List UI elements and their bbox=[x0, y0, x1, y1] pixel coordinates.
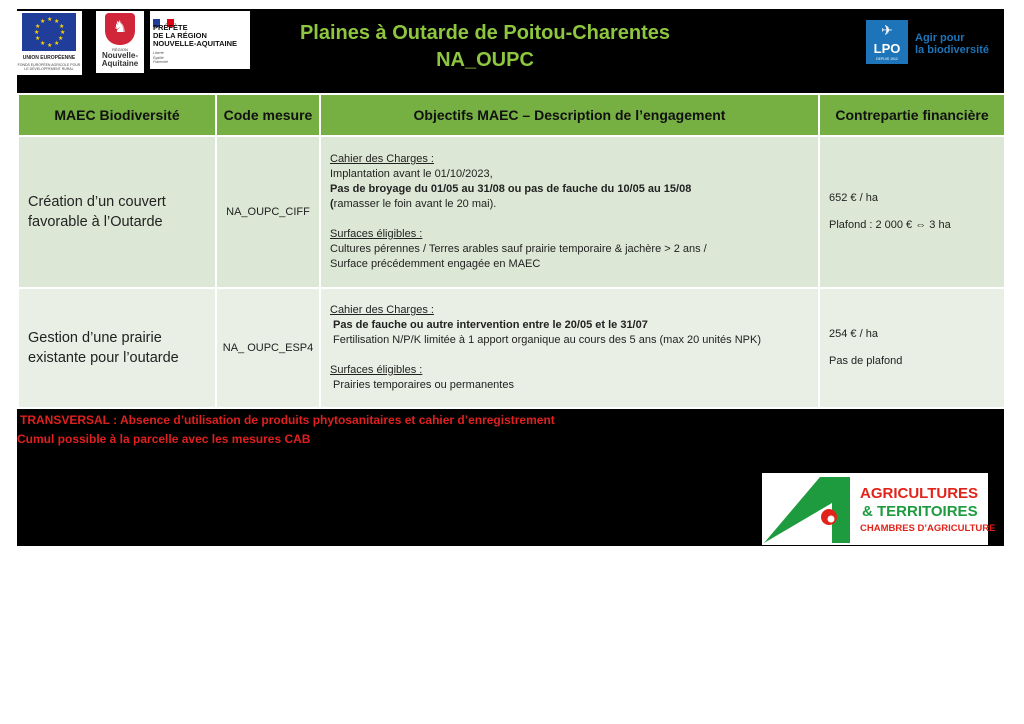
header-contrepartie: Contrepartie financière bbox=[819, 94, 1005, 136]
prefecture-line2: DE LA RÉGION bbox=[153, 31, 207, 40]
header-code: Code mesure bbox=[216, 94, 320, 136]
lpo-acronym: LPO bbox=[873, 41, 901, 56]
surfaces-label: Surfaces éligibles : bbox=[330, 364, 423, 376]
bird-icon: ✈ bbox=[881, 22, 893, 38]
measure-name-cell bbox=[18, 136, 216, 288]
measure-name-line2: favorable à l’Outarde bbox=[28, 214, 163, 230]
title-line2: NA_OUPC bbox=[436, 49, 534, 71]
table-row bbox=[18, 288, 1005, 408]
transversal-note: TRANSVERSAL : Absence d’utilisation de produits phytosanitaires et cahier d’enregistrement bbox=[20, 413, 555, 427]
surfaces-label: Surfaces éligibles : bbox=[330, 228, 423, 240]
financial-cell bbox=[819, 136, 1005, 288]
agriculture-a-icon bbox=[762, 473, 852, 545]
header-objectifs: Objectifs MAEC – Description de l’engagement bbox=[320, 94, 819, 136]
prefecture-line1: PRÉFÈTE bbox=[153, 23, 188, 32]
measures-table bbox=[17, 93, 1006, 409]
measure-name-line1: Création d’un couvert bbox=[28, 194, 166, 210]
lion-icon: ♞ bbox=[112, 19, 128, 36]
amount: 652 € / ha bbox=[829, 192, 878, 204]
charges-label: Cahier des Charges : bbox=[330, 304, 434, 316]
region-logo-small: RÉGION bbox=[112, 47, 128, 52]
measure-code: NA_ OUPC_ESP4 bbox=[216, 288, 320, 408]
desc-line3-paren: ( bbox=[330, 198, 334, 210]
measure-name-line2: existante pour l’outarde bbox=[28, 350, 179, 366]
measure-description bbox=[320, 136, 819, 288]
measure-description bbox=[320, 288, 819, 408]
charges-label: Cahier des Charges : bbox=[330, 153, 434, 165]
motto-fraternite: Fraternité bbox=[153, 60, 168, 64]
transversal-notes bbox=[17, 411, 555, 449]
surfaces-line2: Surface précédemment engagée en MAEC bbox=[330, 258, 541, 270]
surfaces-line1: Prairies temporaires ou permanentes bbox=[333, 379, 514, 391]
region-logo-name: Nouvelle-Aquitaine bbox=[101, 51, 139, 68]
plafond: Plafond : 2 000 € ⇔ 3 ha bbox=[829, 219, 951, 231]
cumul-note: Cumul possible à la parcelle avec les mesures CAB bbox=[17, 432, 311, 446]
plafond: Pas de plafond bbox=[829, 355, 903, 367]
region-logo bbox=[96, 11, 144, 73]
eu-logo bbox=[16, 11, 82, 75]
desc-line2: Pas de broyage du 01/05 au 31/08 ou pas de fauche du 10/05 au 15/08 bbox=[330, 183, 692, 195]
table-row bbox=[18, 136, 1005, 288]
lpo-tagline: DEPUIS 1912 bbox=[876, 57, 898, 61]
french-flag-icon bbox=[153, 14, 174, 22]
measure-name-cell bbox=[18, 288, 216, 408]
ca-line2: & TERRITOIRES bbox=[862, 503, 978, 520]
title-line1: Plaines à Outarde de Poitou-Charentes bbox=[299, 22, 671, 44]
header-maec: MAEC Biodiversité bbox=[18, 94, 216, 136]
motto-egalite: Égalité bbox=[153, 55, 164, 60]
desc-line2: Fertilisation N/P/K limitée à 1 apport organique au cours des 5 ans (max 20 unités NPK) bbox=[333, 334, 761, 346]
prefecture-line3: NOUVELLE-AQUITAINE bbox=[153, 39, 238, 48]
surfaces-line1: Cultures pérennes / Terres arables sauf prairie temporaire & jachère > 2 ans / bbox=[330, 243, 707, 255]
lpo-text1: Agir pour bbox=[915, 32, 965, 44]
measure-code: NA_OUPC_CIFF bbox=[216, 136, 320, 288]
eu-flag-icon: ★ ★ ★ ★ ★ ★ ★ ★ ★ ★ ★ ★ bbox=[22, 13, 76, 51]
desc-line1: Implantation avant le 01/10/2023, bbox=[330, 168, 493, 180]
measure-name-line1: Gestion d’une prairie bbox=[28, 330, 162, 346]
motto-liberte: Liberté bbox=[153, 51, 164, 55]
amount: 254 € / ha bbox=[829, 328, 878, 340]
ca-line1: AGRICULTURES bbox=[860, 485, 979, 502]
page-title bbox=[230, 20, 740, 74]
desc-line1: Pas de fauche ou autre intervention entre le 20/05 et le 31/07 bbox=[333, 319, 648, 331]
table-header-row bbox=[18, 94, 1005, 136]
ca-line3: CHAMBRES D’AGRICULTURE bbox=[860, 523, 996, 534]
lpo-logo bbox=[866, 20, 996, 64]
eu-logo-name: UNION EUROPÉENNE bbox=[22, 55, 76, 61]
chambres-agriculture-logo bbox=[762, 473, 996, 545]
lpo-text2: la biodiversité bbox=[915, 44, 989, 56]
financial-cell bbox=[819, 288, 1005, 408]
desc-line3: ramasser le foin avant le 20 mai). bbox=[333, 198, 497, 210]
eu-logo-subtitle: FONDS EUROPÉEN AGRICOLE POUR LE DÉVELOPPEMENT RURAL bbox=[17, 63, 81, 71]
